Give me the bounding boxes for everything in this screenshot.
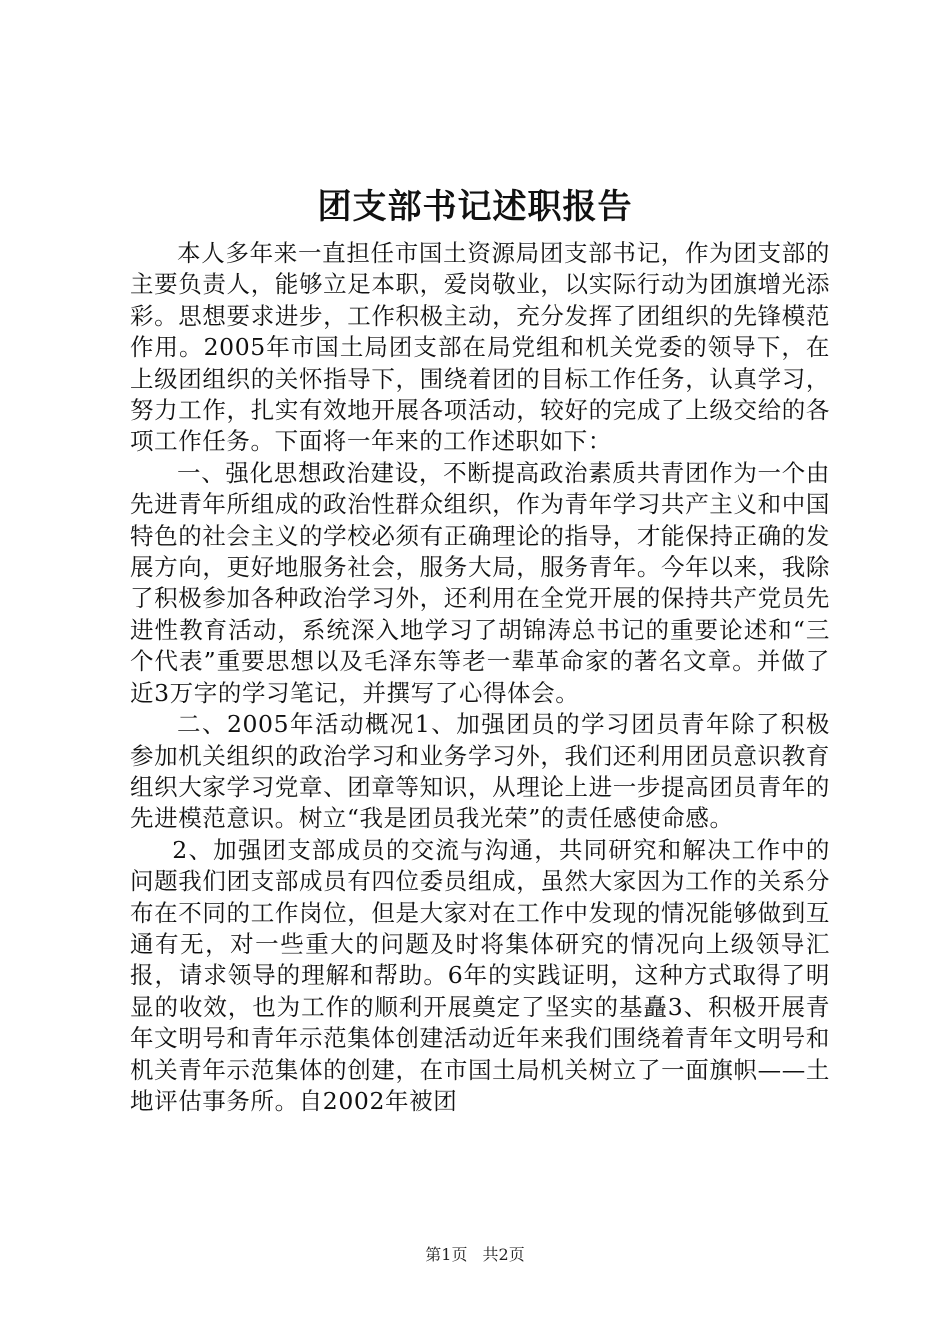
paragraph-section-2: 二、2005年活动概况1、加强团员的学习团员青年除了积极参加机关组织的政治学习和业务学习外，我们还利用团员意识教育组织大家学习党章、团章等知识，从理论上进一步提高团员青年的先进模范意识。树立“我是团员我光荣”的责任感使命感。 (130, 710, 830, 833)
paragraph-section-2-item-2: 2、加强团支部成员的交流与沟通，共同研究和解决工作中的问题我们团支部成员有四位委员组成，虽然大家因为工作的关系分布在不同的工作岗位，但是大家对在工作中发现的情况能够做到互通有无，对一些重大的问题及时将集体研究的情况向上级领导汇报，请求领导的理解和帮助。6年的实践证明，这种方式取得了明显的收效，也为工作的顺利开展奠定了坚实的基矗3、积极开展青年文明号和青年示范集体创建活动近年来我们围绕着青年文明号和机关青年示范集体的创建，在市国土局机关树立了一面旗帜——土地评估事务所。自2002年被团 (130, 835, 830, 1115)
paragraph-section-1: 一、强化思想政治建设，不断提高政治素质共青团作为一个由先进青年所组成的政治性群众组织，作为青年学习共产主义和中国特色的社会主义的学校必须有正确理论的指导，才能保持正确的发展方向，更好地服务社会，服务大局，服务青年。今年以来，我除了积极参加各种政治学习外，还利用在全党开展的保持共产党员先进性教育活动，系统深入地学习了胡锦涛总书记的重要论述和“三个代表”重要思想以及毛泽东等老一辈革命家的著名文章。并做了近3万字的学习笔记，并撰写了心得体会。 (130, 458, 830, 707)
document-body (130, 238, 830, 1117)
page-footer (0, 1244, 950, 1266)
document-title: 团支部书记述职报告 (317, 187, 633, 227)
page-total: 共2页 (482, 1245, 525, 1264)
page-number: 第1页 (425, 1245, 468, 1264)
paragraph-intro: 本人多年来一直担任市国土资源局团支部书记，作为团支部的主要负责人，能够立足本职，爱岗敬业，以实际行动为团旗增光添彩。思想要求进步，工作积极主动，充分发挥了团组织的先锋模范作用。2005年市国土局团支部在局党组和机关党委的领导下，在上级团组织的关怀指导下，围绕着团的目标工作任务，认真学习，努力工作，扎实有效地开展各项活动，较好的完成了上级交给的各项工作任务。下面将一年来的工作述职如下： (130, 239, 830, 456)
